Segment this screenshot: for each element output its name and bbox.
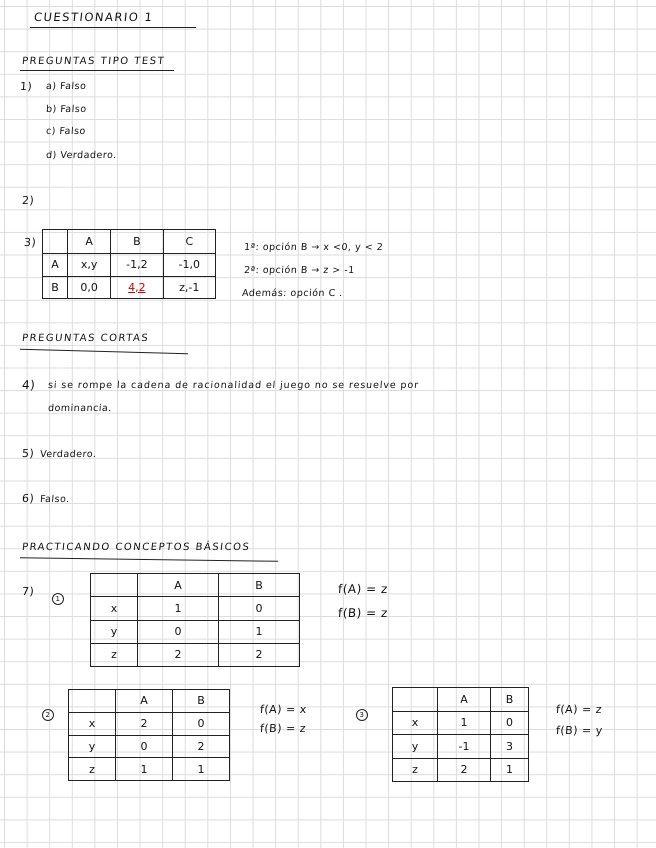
- q5-text: Verdadero.: [39, 449, 97, 460]
- q7-p1-cell: 0: [218, 597, 299, 620]
- q3-row-label: B: [43, 276, 68, 299]
- q7-p2-row-label: y: [69, 735, 116, 758]
- q3-note-2: 2ª: opción B → z > -1: [243, 265, 356, 276]
- page-title: CUESTIONARIO 1: [33, 10, 155, 24]
- title-underline: [30, 27, 196, 28]
- q3-cell: -1,0: [163, 254, 215, 277]
- q7-p1-cell: 1: [218, 620, 299, 643]
- q3-cell: z,-1: [163, 276, 215, 299]
- q7-p1-row-label: x: [91, 597, 138, 620]
- section1-underline: [20, 70, 174, 71]
- q7-number: 7): [21, 585, 35, 598]
- q7-p1-cell: 2: [218, 643, 299, 666]
- q4-text-line2: dominancia.: [47, 403, 113, 414]
- section-title-cortas: PREGUNTAS CORTAS: [21, 333, 150, 344]
- q3-row-label: A: [43, 254, 68, 277]
- q7-p2-cell: 0: [172, 712, 229, 735]
- q3-cell: 0,0: [68, 276, 111, 299]
- q7-p3-cell: 0: [491, 711, 529, 735]
- q7-p1-header: B: [218, 574, 299, 597]
- q7-p3-note-2: f(B) = y: [555, 724, 604, 737]
- q7-p2-cell: 2: [116, 712, 173, 735]
- q1-item-d: d) Verdadero.: [45, 150, 118, 161]
- q2-number: 2): [21, 194, 35, 207]
- q7-part1-table: [90, 573, 300, 667]
- q4-number: 4): [21, 378, 36, 392]
- q7-p2-cell: 2: [172, 735, 229, 758]
- q7-p2-cell: 0: [116, 735, 173, 758]
- q7-p1-cell: 1: [138, 597, 219, 620]
- q7-p3-header: B: [491, 688, 529, 712]
- q3-cell: 4,2: [111, 276, 163, 299]
- q7-p3-note-1: f(A) = z: [555, 703, 603, 716]
- q3-payoff-table: [42, 229, 216, 299]
- q7-p3-row-label: x: [393, 711, 438, 735]
- q7-p2-header: B: [172, 690, 229, 713]
- q7-p3-header: A: [438, 688, 491, 712]
- q4-text-line1: si se rompe la cadena de racionalidad el juego no se resuelve por: [47, 380, 420, 391]
- q7-part2-marker: 2: [42, 702, 54, 721]
- q1-item-a: a) Falso: [45, 81, 87, 92]
- q7-p2-row-label: z: [69, 758, 116, 781]
- section-title-test: PREGUNTAS TIPO TEST: [21, 56, 166, 67]
- q3-number: 3): [23, 236, 37, 249]
- q7-p2-row-label: x: [69, 712, 116, 735]
- q7-part1-marker: 1: [52, 586, 64, 605]
- q7-p2-note-2: f(B) = z: [259, 722, 307, 735]
- q7-p2-cell: 1: [116, 758, 173, 781]
- q7-part3-table: [392, 687, 529, 782]
- q7-part3-marker: 3: [356, 702, 368, 721]
- q7-p3-row-label: y: [393, 735, 438, 759]
- q7-p1-cell: 0: [138, 620, 219, 643]
- q3-cell: -1,2: [111, 254, 163, 277]
- q7-part2-table: [68, 689, 230, 781]
- q7-p2-header: A: [116, 690, 173, 713]
- q7-p1-header: A: [138, 574, 219, 597]
- q1-item-c: c) Falso: [45, 126, 87, 137]
- q3-note-1: 1ª: opción B → x <0, y < 2: [243, 242, 384, 253]
- q7-p3-row-label: z: [393, 758, 438, 782]
- q7-p1-row-label: y: [91, 620, 138, 643]
- q7-p1-row-label: z: [91, 643, 138, 666]
- q3-header-a: A: [68, 230, 111, 254]
- q7-p3-cell: -1: [438, 735, 491, 759]
- q3-cell: x,y: [68, 254, 111, 277]
- q3-header-b: B: [111, 230, 163, 254]
- q7-p2-cell: 1: [172, 758, 229, 781]
- q7-p3-cell: 2: [438, 758, 491, 782]
- q7-p3-cell: 1: [438, 711, 491, 735]
- q1-item-b: b) Falso: [45, 104, 87, 115]
- q6-text: Falso.: [39, 494, 71, 505]
- section-title-conceptos: PRACTICANDO CONCEPTOS BÁSICOS: [21, 542, 251, 553]
- q7-p2-note-1: f(A) = x: [259, 703, 308, 716]
- q7-p1-note-2: f(B) = z: [337, 606, 389, 620]
- q7-p3-cell: 3: [491, 735, 529, 759]
- q3-header-c: C: [163, 230, 215, 254]
- q3-note-3: Además: opción C .: [241, 288, 344, 299]
- q7-p1-cell: 2: [138, 643, 219, 666]
- section2-underline: [20, 349, 188, 354]
- q5-number: 5): [21, 447, 35, 460]
- section3-underline: [20, 557, 278, 562]
- q1-number: 1): [19, 80, 33, 93]
- q7-p3-cell: 1: [491, 758, 529, 782]
- q6-number: 6): [21, 492, 35, 505]
- q7-p1-note-1: f(A) = z: [337, 582, 389, 596]
